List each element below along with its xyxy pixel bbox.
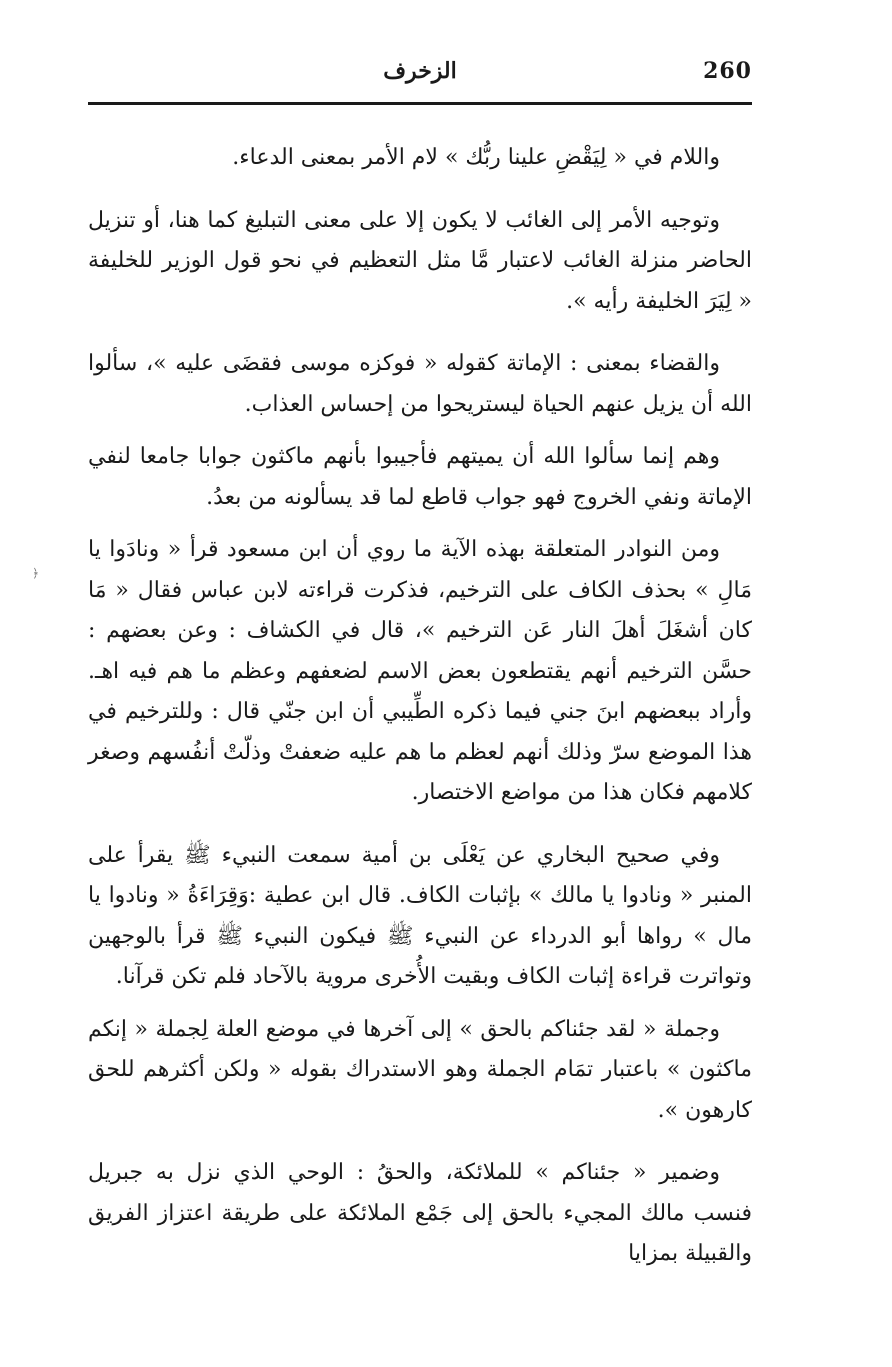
paragraph-2: وتوجيه الأمر إلى الغائب لا يكون إلا على معنى التبليغ كما هنا، أو تنزيل الحاضر منزلة الغائب لاعتبار مَّا مثل التعظيم في نحو قول الوزير للخليفة « لِيَرَ الخليفة رأيه ». (88, 207, 752, 314)
page-number: 260 (703, 58, 752, 84)
margin-mark: ﴿ (32, 566, 40, 580)
surah-title: الزخرف (383, 58, 457, 84)
paragraph-4: وهم إنما سألوا الله أن يميتهم فأجيبوا بأنهم ماكثون جوابا جامعا لنفي الإماتة ونفي الخروج فهو جواب قاطع لما قد يسألونه من بعدُ. (88, 444, 752, 510)
paragraph-8: وضمير « جئناكم » للملائكة، والحقُ : الوحي الذي نزل به جبريل فنسب مالك المجيء بالحق إلى جَمْع الملائكة على طريقة اعتزاز الفريق والقبيلة بمزايا (88, 1160, 752, 1266)
paragraph-5: ومن النوادر المتعلقة بهذه الآية ما روي أن ابن مسعود قرأ « ونادَوا يا مَالِ » بحذف الكاف على الترخيم، فذكرت قراءته لابن عباس فقال « مَا كان أشغَلَ أهلَ النار عَن الترخيم »، قال في الكشاف : وعن بعضهم : حسَّن الترخيم أنهم يقتطعون بعض الاسم لضعفهم وعظم ما هم فيه اهـ. وأراد ببعضهم ابنَ جني فيما ذكره الطِّيبي أن ابن جنّي قال : وللترخيم في هذا الموضع سرّ وذلك أنهم لعظم ما هم عليه ضعفتْ وذلّتْ أنفُسهم وصغر كلامهم فكان هذا من مواضع الاختصار. (88, 537, 752, 805)
page-body (88, 138, 752, 1287)
paragraph-7: وجملة « لقد جئناكم بالحق » إلى آخرها في موضع العلة لِجملة « إنكم ماكثون » باعتبار تمَام الجملة وهو الاستدراك بقوله « ولكن أكثرهم للحق كارهون ». (88, 1016, 752, 1123)
page-header (88, 52, 752, 105)
paragraph-1: واللام في « لِيَقْضِ علينا ربُّك » لام الأمر بمعنى الدعاء. (232, 145, 720, 170)
paragraph-3: والقضاء بمعنى : الإماتة كقوله « فوكزه موسى فقضَى عليه »، سألوا الله أن يزيل عنهم الحياة ليستريحوا من إحساس العذاب. (88, 351, 752, 417)
paragraph-6: وفي صحيح البخاري عن يَعْلَى بن أمية سمعت النبيء ﷺ يقرأ على المنبر « ونادوا يا مالك » بإثبات الكاف. قال ابن عطية :وَقِرَاءَةُ « ونادوا يا مال » رواها أبو الدرداء عن النبيء ﷺ فيكون النبيء ﷺ قرأ بالوجهين وتواترت قراءة إثبات الكاف وبقيت الأُخرى مروية بالآحاد فلم تكن قرآنا. (88, 842, 752, 989)
